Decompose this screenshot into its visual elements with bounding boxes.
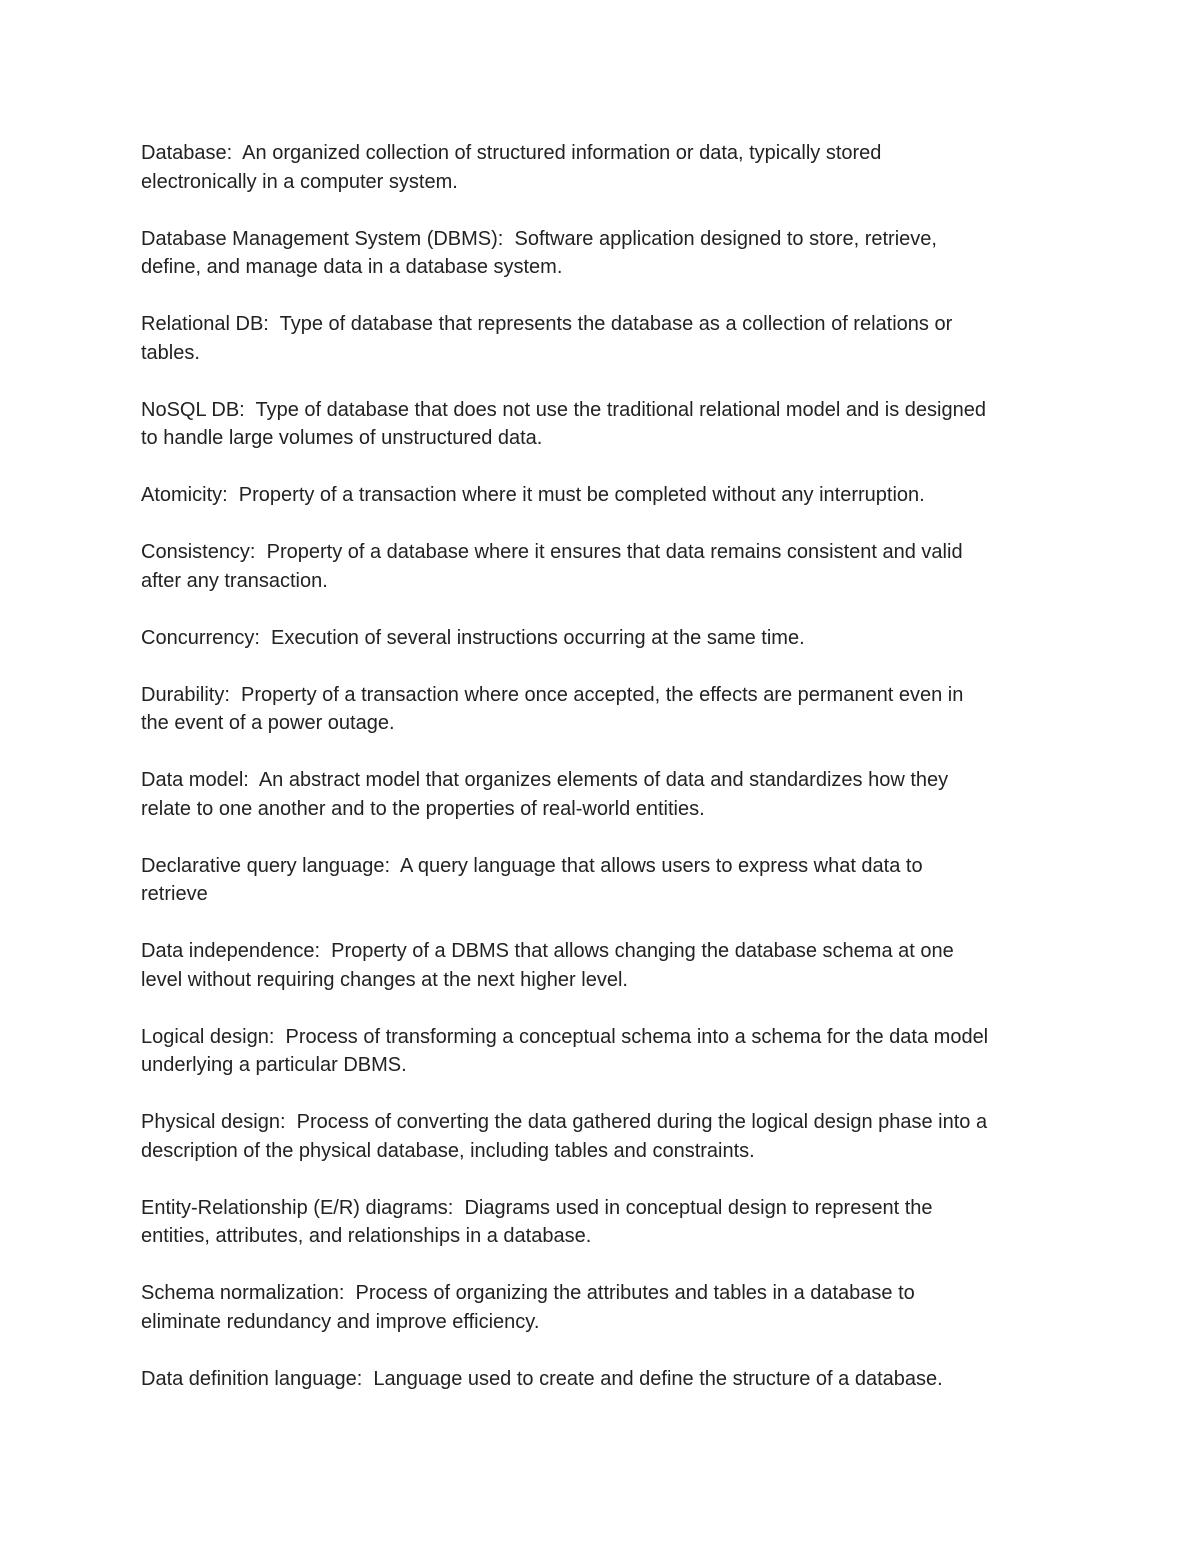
definition-entry: Durability: Property of a transaction where once accepted, the effects are permanent even in the event of a power outage. bbox=[141, 683, 964, 734]
definition-entry: Data model: An abstract model that organizes elements of data and standardizes how they relate to one another and to the properties of real-world entities. bbox=[141, 769, 949, 820]
definition-entry: Data independence: Property of a DBMS that allows changing the database schema at one level without requiring changes at the next higher level. bbox=[141, 940, 954, 991]
definition-entry: Database Management System (DBMS): Software application designed to store, retrieve, define, and manage data in a database system. bbox=[141, 227, 937, 278]
document-page bbox=[141, 139, 1071, 1422]
definition-entry: Physical design: Process of converting the data gathered during the logical design phase into a description of the physical database, including tables and constraints. bbox=[141, 1111, 988, 1162]
definition-entry: Schema normalization: Process of organizing the attributes and tables in a database to eliminate redundancy and improve efficiency. bbox=[141, 1282, 915, 1333]
definition-entry: Consistency: Property of a database where it ensures that data remains consistent and valid after any transaction. bbox=[141, 541, 963, 592]
definition-entry: Atomicity: Property of a transaction where it must be completed without any interruption. bbox=[141, 484, 925, 506]
definition-entry: Concurrency: Execution of several instructions occurring at the same time. bbox=[141, 626, 805, 649]
definition-entry: Declarative query language: A query language that allows users to express what data to retrieve bbox=[141, 854, 923, 905]
definition-entry: Database: An organized collection of structured information or data, typically stored electronically in a computer system. bbox=[141, 142, 882, 193]
definition-entry: Logical design: Process of transforming a conceptual schema into a schema for the data model underlying a particular DBMS. bbox=[141, 1025, 989, 1076]
definition-entry: Relational DB: Type of database that represents the database as a collection of relations or tables. bbox=[141, 313, 953, 364]
definition-entry: NoSQL DB: Type of database that does not use the traditional relational model and is designed to handle large volumes of unstructured data. bbox=[141, 398, 986, 449]
definition-entry: Entity-Relationship (E/R) diagrams: Diagrams used in conceptual design to represent the entities, attributes, and relationships in a database. bbox=[141, 1196, 933, 1247]
definition-entry: Data definition language: Language used to create and define the structure of a database. bbox=[141, 1367, 943, 1390]
